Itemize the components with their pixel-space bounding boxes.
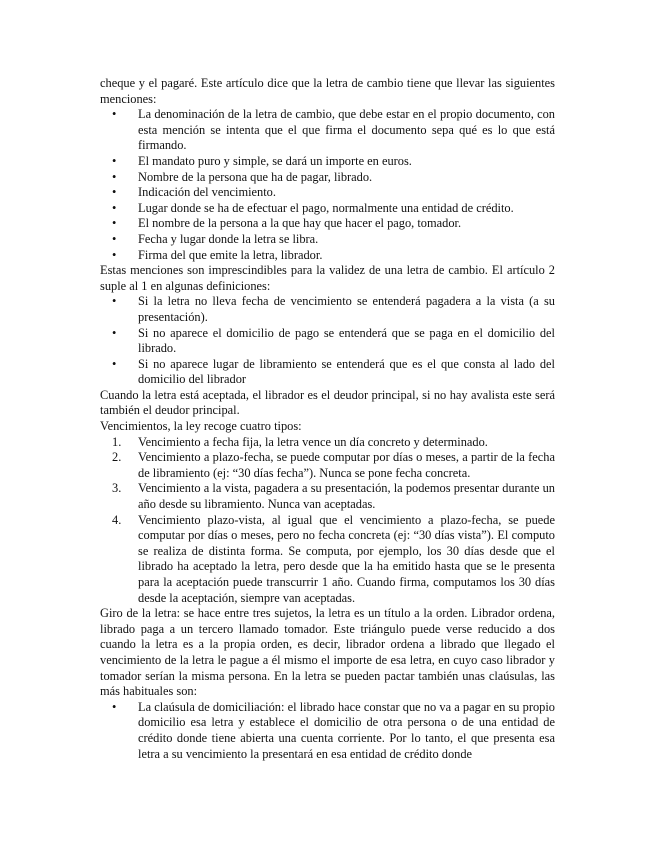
bullet-icon: • (112, 185, 117, 200)
bullet-icon: • (112, 356, 117, 371)
list-number: 4. (112, 512, 122, 527)
clausulas-list (100, 700, 555, 762)
bullet-icon: • (112, 216, 117, 231)
document-page (100, 76, 555, 762)
list-item: • El mandato puro y simple, se dará un importe en euros. (112, 153, 412, 168)
list-item: • La denominación de la letra de cambio, que debe estar en el propio documento, con esta mención se intenta que el que firma el documento sepa qué es lo que está firmando. (112, 107, 555, 153)
list-item: • Firma del que emite la letra, librador. (112, 247, 323, 262)
list-item: • El nombre de la persona a la que hay que hacer el pago, tomador. (112, 216, 462, 231)
bullet-icon: • (112, 153, 117, 168)
list-item: • Lugar donde se ha de efectuar el pago, normalmente una entidad de crédito. (112, 200, 514, 215)
bullet-icon: • (112, 294, 117, 309)
list-item: • Si no aparece lugar de libramiento se entenderá que es el que consta al lado del domicilio del librador (112, 356, 555, 387)
list-item: • Nombre de la persona que ha de pagar, librado. (112, 169, 373, 184)
bullet-icon: • (112, 200, 117, 215)
list-item: • Si la letra no lleva fecha de vencimiento se entenderá pagadera a la vista (a su presentación). (112, 294, 555, 324)
bullet-icon: • (112, 169, 117, 184)
list-number: 2. (112, 450, 122, 465)
list-item: • Indicación del vencimiento. (112, 185, 276, 200)
bullet-icon: • (112, 699, 117, 714)
list-item: • La claúsula de domiciliación: el librado hace constar que no va a pagar en su propio domicilio esa letra y establece el domicilio de otra persona o de una entidad de crédito donde tiene abierta una cuenta corriente. Por lo tanto, el que presenta esa letra a su vencimiento la presentará en esa entidad de crédito donde (112, 699, 555, 761)
list-item: • Fecha y lugar donde la letra se libra. (112, 231, 319, 246)
bullet-icon: • (112, 231, 117, 246)
list-number: 1. (112, 434, 122, 449)
bullet-icon: • (112, 325, 117, 340)
list-item: 3. Vencimiento a la vista, pagadera a su presentación, la podemos presentar durante un año desde su libramiento. Nunca van aceptadas. (112, 481, 555, 512)
list-item: 4. Vencimiento plazo-vista, al igual que el vencimiento a plazo-fecha, se puede computar por días o meses, pero no fecha concreta (ej: “30 días vista”). El computo se realiza de distinta forma. Se computa, por ejemplo, los 30 días desde que el librado ha aceptado la letra, pero desde que la ha emitido hasta que se le presenta para la aceptación puede transcurrir 1 año. Cuando firma, computamos los 30 días desde la aceptación, siempre van aceptadas. (112, 512, 555, 605)
bullet-icon: • (112, 107, 117, 122)
list-number: 3. (112, 481, 122, 496)
list-item: 2. Vencimiento a plazo-fecha, se puede computar por días o meses, a partir de la fecha de libramiento (ej: “30 días fecha”). Nunca se pone fecha concreta. (112, 450, 555, 480)
menciones-list (100, 107, 555, 263)
bullet-icon: • (112, 247, 117, 262)
vencimientos-heading: Vencimientos, la ley recoge cuatro tipos: (100, 419, 302, 434)
definiciones-list (100, 294, 555, 388)
intro-paragraph: cheque y el pagaré. Este artículo dice que la letra de cambio tiene que llevar las siguientes menciones: (100, 76, 555, 106)
list-item: 1. Vencimiento a fecha fija, la letra vence un día concreto y determinado. (112, 434, 488, 449)
giro-paragraph: Giro de la letra: se hace entre tres sujetos, la letra es un título a la orden. Librador ordena, librado paga a un tercero llamado tomador. Este triángulo puede verse reducido a dos cuando la letra es a la propia orden, es decir, librador ordena a librado que llegado el vencimiento de la letra le pague a él mismo el importe de esa letra, en cuyo caso librador y tomador serían la misma persona. En la letra se pueden pactar también unas claúsulas, las más habituales son: (100, 606, 555, 699)
aceptada-paragraph: Cuando la letra está aceptada, el librador es el deudor principal, si no hay avalista este será también el deudor principal. (100, 387, 555, 418)
imprescindibles-paragraph: Estas menciones son imprescindibles para la validez de una letra de cambio. El artículo 2 suple al 1 en algunas definiciones: (100, 263, 555, 293)
vencimientos-list (100, 435, 555, 607)
list-item: • Si no aparece el domicilio de pago se entenderá que se paga en el domicilio del librado. (112, 325, 555, 356)
